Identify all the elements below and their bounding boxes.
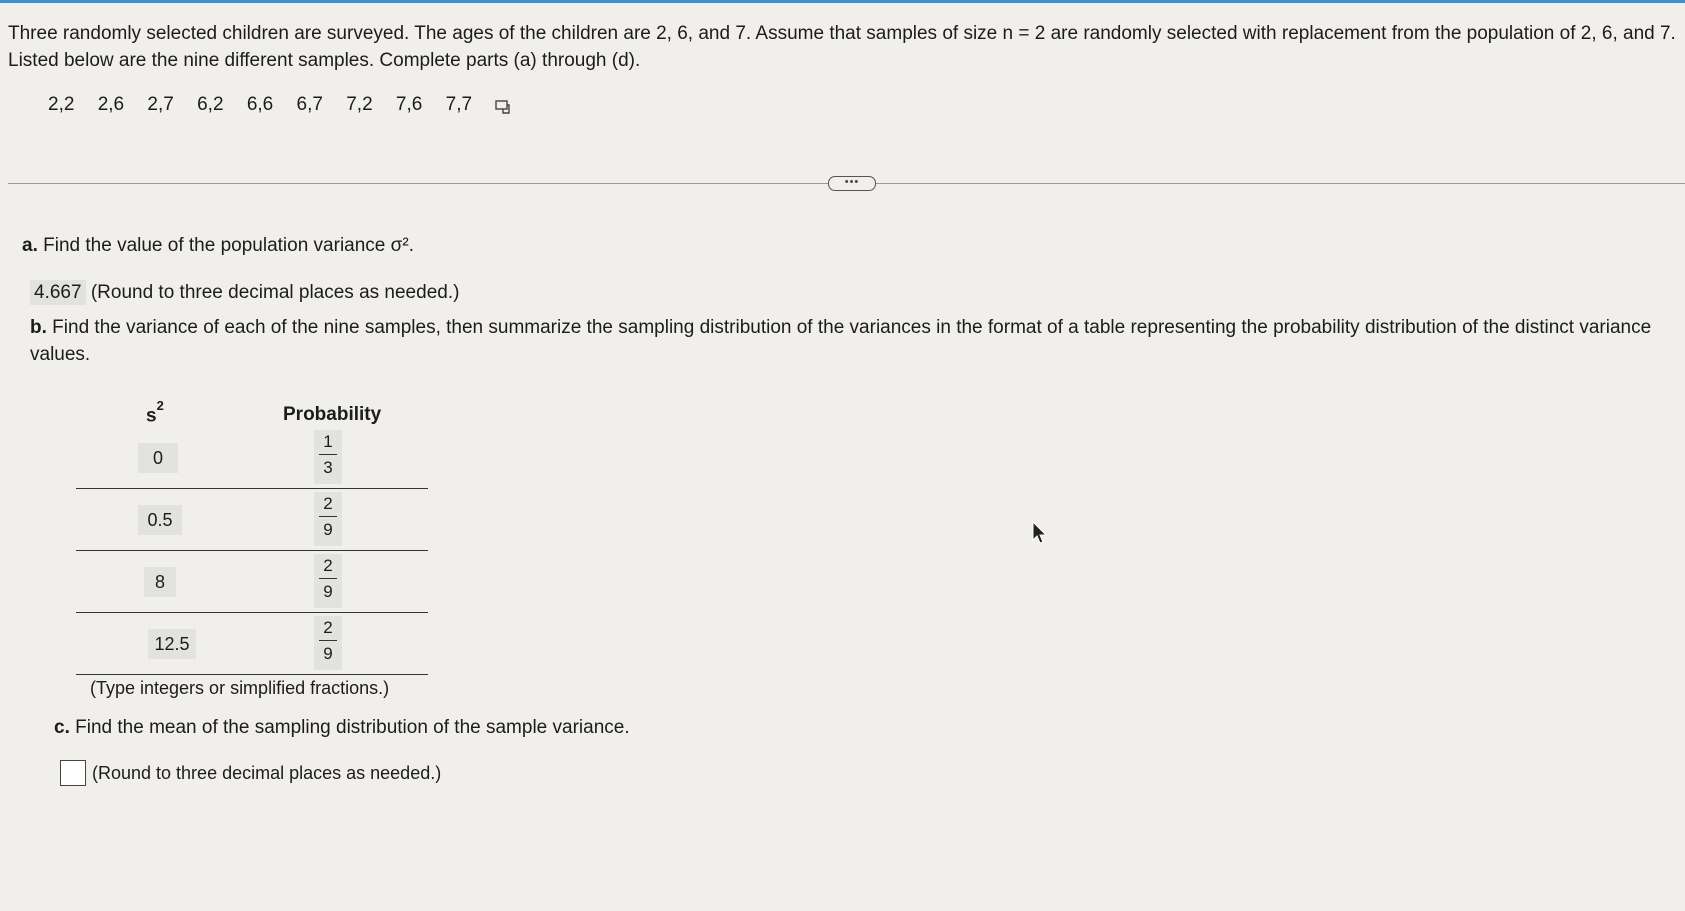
expand-button[interactable]: ••• [828, 176, 876, 191]
table-row [76, 552, 428, 613]
part-a-answer-row [30, 282, 459, 304]
sample-item: 6,6 [246, 94, 274, 115]
part-b-text: Find the variance of each of the nine samples, then summarize the sampling distribution of the variances in the format of a table representing the probability distribution of the distinct variance values. [30, 317, 1652, 365]
part-c-answer-row [60, 760, 441, 786]
sample-item: 6,2 [197, 94, 224, 115]
s2-column-header: $s^2$ [146, 398, 164, 427]
probability-field[interactable]: $\frac{2}{9}$ [314, 616, 342, 670]
part-c-text: Find the mean of the sampling distribution of the sample variance. [75, 717, 630, 738]
sample-item: 2,7 [147, 94, 174, 115]
probability-field[interactable]: $\frac{2}{9}$ [314, 492, 342, 546]
sample-item: 6,7 [296, 94, 323, 115]
part-a-answer-field[interactable]: 4.667 [30, 280, 86, 305]
part-a-label: a. [22, 235, 38, 256]
sample-item: 7,7 [445, 94, 473, 115]
part-a-question [22, 235, 414, 257]
copy-data-icon[interactable] [495, 98, 511, 112]
sample-item: 7,2 [346, 94, 373, 115]
s2-value-field[interactable]: 0.5 [138, 505, 182, 535]
part-c-answer-input[interactable] [60, 760, 86, 786]
probability-column-header: Probability [283, 404, 382, 425]
top-accent-bar [0, 0, 1685, 3]
table-row [76, 490, 428, 551]
probability-field[interactable]: $\frac{1}{3}$ [314, 430, 342, 484]
part-c-question [54, 717, 630, 739]
s2-value-field[interactable]: 0 [138, 443, 178, 473]
probability-field[interactable]: $\frac{2}{9}$ [314, 554, 342, 608]
part-a-hint: (Round to three decimal places as needed.) [90, 282, 460, 303]
s2-value-field[interactable]: 12.5 [148, 629, 196, 659]
s2-value-field[interactable]: 8 [144, 567, 176, 597]
part-c-hint: (Round to three decimal places as needed.) [92, 762, 442, 783]
part-b-label: b. [30, 317, 47, 338]
part-b-question [30, 314, 1670, 368]
sample-item: 2,2 [48, 94, 75, 115]
table-row [76, 428, 428, 489]
sample-item: 7,6 [395, 94, 423, 115]
sample-item: 2,6 [97, 94, 125, 115]
problem-statement: Three randomly selected children are surveyed. The ages of the children are 2, 6, and 7. Assume that samples of size n = 2 are randomly selected with replacement from the population of 2, 6, and 7. Listed below are the nine different samples. Complete parts (a) through (d). [8, 23, 1676, 71]
mouse-pointer-icon [1031, 521, 1049, 545]
table-row [76, 614, 428, 675]
part-a-text: Find the value of the population variance σ². [43, 235, 414, 256]
part-c-label: c. [54, 717, 70, 738]
table-instructions: (Type integers or simplified fractions.) [90, 678, 390, 698]
samples-list [48, 94, 511, 116]
